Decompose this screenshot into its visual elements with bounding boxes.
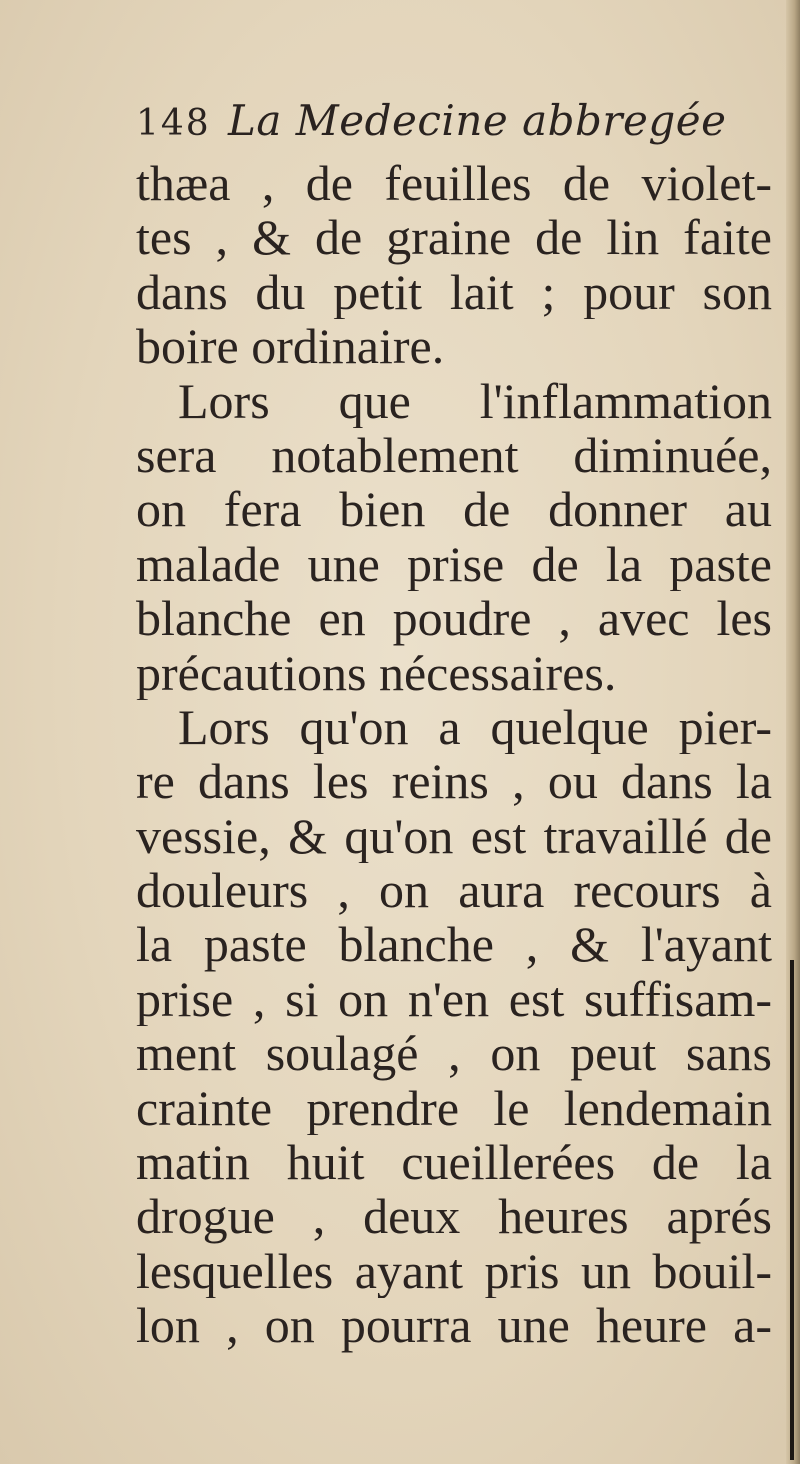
text-line: drogue , deux heures aprés (136, 1189, 772, 1244)
text-line: la paste blanche , & l'ayant (136, 917, 772, 972)
text-block (136, 96, 772, 1353)
page-number: 148 (136, 103, 211, 144)
text-line: boire ordinaire. (136, 319, 445, 374)
text-line: on fera bien de donner au (136, 482, 772, 537)
text-line: dans du petit lait ; pour son (136, 264, 772, 320)
text-line: thæa , de feuilles de violet- (136, 156, 772, 211)
text-line: malade une prise de la paste (136, 536, 772, 592)
text-line: lesquelles ayant pris un bouil- (136, 1243, 772, 1299)
text-line: vessie, & qu'on est travaillé de (136, 808, 772, 864)
text-line: Lors que l'inflammation (178, 373, 772, 428)
text-line: matin huit cueillerées de la (136, 1135, 772, 1190)
text-line: ment soulagé , on peut sans (136, 1026, 772, 1081)
text-line: prise , si on n'en est suffisam- (136, 971, 772, 1027)
text-line: blanche en poudre , avec les (136, 591, 772, 646)
text-line: précautions nécessaires. (136, 645, 617, 700)
text-line: douleurs , on aura recours à (136, 863, 772, 918)
text-line: tes , & de graine de lin faite (136, 210, 772, 265)
text-line: lon , on pourra une heure a- (136, 1298, 772, 1353)
text-line: crainte prendre le lendemain (136, 1080, 772, 1136)
page-header (136, 96, 772, 156)
text-line: re dans les reins , ou dans la (136, 754, 772, 809)
text-line: Lors qu'on a quelque pier- (178, 699, 772, 755)
binding-shadow (790, 960, 794, 1460)
running-title: La Medecine abbregée (228, 96, 727, 145)
text-line: sera notablement diminuée, (136, 427, 772, 483)
